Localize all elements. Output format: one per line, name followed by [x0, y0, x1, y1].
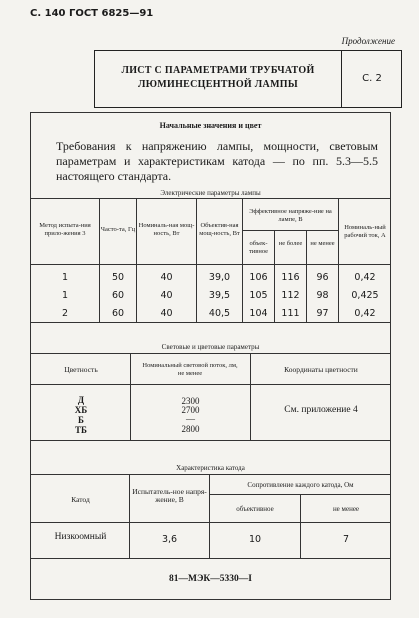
cell-method: 1: [61, 290, 69, 301]
cell-method: 2: [61, 308, 69, 319]
content-frame: [30, 112, 391, 600]
col-objective-power: Объектив-ная мощ-ность, Вт: [199, 222, 240, 237]
cathode-col-sep: [129, 474, 130, 558]
col-rated-current: Номиналь-ный рабочий ток, А: [344, 224, 386, 239]
cell-voltage-max: 116: [281, 272, 300, 283]
elec-header-bottom: [30, 264, 391, 265]
col-resistance: Сопротивление каждого катода, Ом: [247, 481, 354, 489]
elec-col-sep: [136, 198, 137, 322]
light-top-line: [30, 353, 391, 354]
cell-cathode-type: Низкоомный: [54, 532, 107, 542]
cell-resistance-min: 7: [342, 534, 350, 545]
document-code: 81—МЭК—5330—I: [169, 574, 252, 584]
cell-frequency: 50: [111, 272, 125, 283]
light-header-bottom: [30, 384, 391, 385]
color-code: Б: [78, 415, 84, 425]
col-method: Метод испыта-ния прило-жения 3: [39, 222, 91, 237]
col-rated-power: Номиналь-ная мощ-ность, Вт: [138, 222, 195, 237]
cell-current: 0,42: [354, 272, 376, 283]
title-box: [94, 50, 402, 108]
cell-voltage-max: 111: [281, 308, 300, 319]
cathode-top-line: [30, 474, 391, 475]
col-voltage-max: не более: [278, 240, 303, 247]
title-line-2: ЛЮМИНЕСЦЕНТНОЙ ЛАМПЫ: [137, 79, 299, 90]
elec-bottom-line: [30, 322, 391, 323]
color-code: ТБ: [75, 425, 87, 435]
col-luminous-flux: Номинальный световой поток, лм, не менее: [142, 362, 238, 377]
cell-frequency: 60: [111, 290, 125, 301]
cell-objective-power: 39,5: [208, 290, 231, 301]
requirements-paragraph: Требования к напряжению лампы, мощности, световым параметрам и характеристикам катода — по пп. 5.3—5.5 настоящего стандарта.: [56, 139, 378, 183]
col-voltage-objective: объек-тивное: [248, 240, 269, 255]
cell-voltage-min: 97: [316, 308, 329, 319]
cell-objective-power: 39,0: [208, 272, 231, 283]
elec-col-sep: [196, 198, 197, 322]
cathode-caption: Характеристика катода: [176, 464, 245, 472]
flux-value: —: [186, 414, 195, 424]
col-voltage-min: не менее: [310, 240, 335, 247]
light-caption: Световые и цветовые параметры: [161, 343, 260, 351]
cell-test-voltage: 3,6: [161, 534, 178, 545]
col-frequency: Часто-та, Гц: [100, 226, 136, 233]
color-code: Д: [77, 395, 85, 405]
col-chromaticity: Координаты цветности: [284, 365, 358, 374]
elec-subheader-line: [242, 230, 338, 231]
flux-value: 2300: [181, 396, 200, 406]
cell-current: 0,425: [351, 290, 379, 301]
continuation-label: Продолжение: [341, 36, 395, 46]
cell-power: 40: [160, 308, 173, 319]
flux-value: 2800: [181, 424, 200, 434]
title-line-1: ЛИСТ С ПАРАМЕТРАМИ ТРУБЧАТОЙ: [121, 65, 315, 76]
cell-method: 1: [61, 272, 69, 283]
col-color: Цветность: [64, 365, 98, 374]
cell-voltage-min: 98: [316, 290, 329, 301]
elec-col-sep: [338, 198, 339, 322]
col-cathode: Катод: [71, 495, 90, 504]
electrical-caption: Электрические параметры лампы: [160, 189, 261, 197]
elec-col-sep: [99, 198, 100, 322]
light-bottom-line: [30, 440, 391, 441]
cell-resistance-objective: 10: [248, 534, 262, 545]
cell-current: 0,42: [354, 308, 376, 319]
cell-frequency: 60: [111, 308, 125, 319]
col-test-voltage: Испытатель-ное напря-жение, В: [132, 487, 207, 504]
col-effective-voltage: Эффективное напряже-ние на лампе, В: [249, 208, 332, 223]
cathode-col-sep: [300, 494, 301, 558]
chromaticity-value: См. приложение 4: [284, 405, 358, 415]
col-resistance-min: не менее: [332, 505, 360, 513]
cathode-bottom-line: [30, 558, 391, 559]
cell-voltage-max: 112: [281, 290, 300, 301]
cell-voltage-min: 96: [316, 272, 329, 283]
col-resistance-objective: объективное: [236, 505, 274, 513]
flux-value: 2700: [181, 405, 200, 415]
cell-power: 40: [160, 272, 173, 283]
cell-objective-power: 40,5: [208, 308, 231, 319]
cell-voltage-objective: 106: [249, 272, 268, 283]
cell-voltage-objective: 105: [249, 290, 268, 301]
color-code: ХБ: [74, 405, 88, 415]
section-heading: Начальные значения и цвет: [159, 121, 262, 130]
cell-power: 40: [160, 290, 173, 301]
elec-top-line: [30, 198, 391, 199]
cell-voltage-objective: 104: [249, 308, 268, 319]
page-header: С. 140 ГОСТ 6825—91: [30, 8, 154, 19]
title-page-number: С. 2: [362, 73, 382, 84]
cathode-header-bottom: [30, 522, 391, 523]
